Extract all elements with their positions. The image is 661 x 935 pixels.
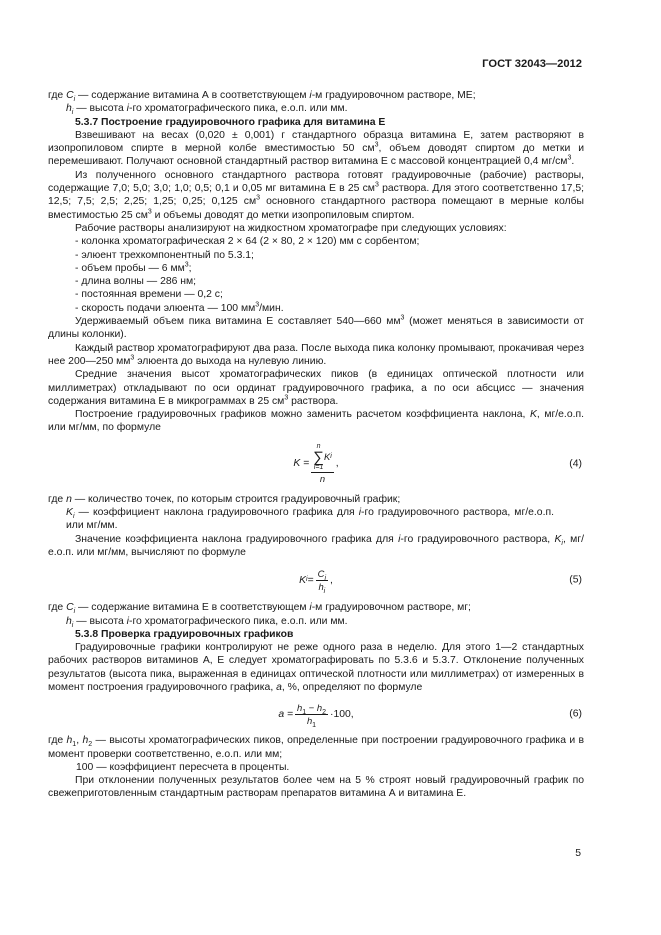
paragraph-verification: Градуировочные графики контролируют не реже одного раза в неделю. Для этого 1—2 стандартных рабочих растворов витаминов А, Е следует хроматографировать по 5.3.6 и 5.3.7. Отклонение полученных результатов (высота пика, выраженная в единицах оптической плотности или миллиметрах) от измеренных в момент построения градуировочного графика, a, %, определяют по формуле [48,642,584,693]
list-item-time-constant: - постоянная времени — 0,2 с; [75,289,223,301]
sum-sign: n ∑ i=1 [313,442,324,471]
paragraph-ki-calculation: Значение коэффициента наклона градуировочного графика для i-го градуировочного раствора, $K_i$, мг/е.о.п. или мг/мм, вычисляют по формуле [48,533,584,558]
formula-5-body: K i = $\frac{C_i}{h_i}$ , [299,567,333,595]
list-item-eluent: - элюент трехкомпонентный по 5.3.1; [75,249,254,261]
paragraph-deviation: При отклонении полученных результатов более чем на 5 % строят новый градуировочный график по свежеприготовленным стандартным растворам препаратов витамина А и витамина Е. [48,775,584,800]
formula-5-fraction: $\frac{C_i}{h_i}$ [317,567,327,595]
list-item-wavelength: - длина волны — 286 нм; [75,276,197,288]
legend-100: 100 — коэффициент пересчета в проценты. [76,761,290,773]
formula-6-body: a = $\frac{h_1 - h_2}{h_1}$ ·100, [278,701,354,729]
formula-6-fraction: $\frac{h_1 - h_2}{h_1}$ [297,701,326,729]
section-heading-5-3-7: 5.3.7 Построение градуировочного графика для витамина Е [75,116,386,128]
document-code: ГОСТ 32043—2012 [482,58,582,70]
list-item-flow-rate: - скорость подачи элюента — 100 $мм^3$/мин. [75,301,284,314]
legend-hi-vitamin-a: $h_i$ — высота i-го хроматографического пика, е.о.п. или мм. [66,103,348,117]
page-number: 5 [575,848,581,859]
formula-6 [48,694,584,734]
formula-6-number: (6) [569,708,582,720]
section-heading-5-3-8: 5.3.8 Проверка градуировочных графиков [75,628,294,640]
legend-hi-vitamin-e: $h_i$ — высота i-го хроматографического пика, е.о.п. или мм. [66,615,348,629]
legend-ci-vitamin-a: где $C_i$ — содержание витамина А в соответствующем i-м градуировочном растворе, МЕ; [48,90,476,104]
paragraph-chromatography: Каждый раствор хроматографируют два раза. После выхода пика колонку промывают, прокачивая через нее 200—250 $мм^3$ элюента до выхода на нулевую линию. [48,342,584,367]
document-body [48,89,584,801]
formula-4 [48,435,584,493]
formula-5 [48,559,584,601]
paragraph-weighing: Взвешивают на весах (0,020 ± 0,001) г стандартного образца витамина Е, затем растворяют в изопропиловом спирте в мерной колбе вместимостью 50 $см^3$, объем доводят спиртом до метки и перемешивают. Получают основной стандартный раствор витамина Е с массовой концентрацией 0,4 $мг/см^3$. [48,129,584,168]
paragraph-working-solutions: Из полученного основного стандартного раствора готовят градуировочные (рабочие) растворы, содержащие 7,0; 5,0; 3,0; 1,0; 0,5; 0,1 и 0,05 мг витамина Е в 25 $см^3$ раствора. Для этого соответственно 17,5; 12,5; 7,5; 2,5; 2,25; 1,25; 0,25; 0,125 $см^3$ основного стандартного раствора помещают в мерные колбы вместимостью 25 $см^3$ и объемы доводят до метки изопропиловым спиртом. [48,169,585,221]
formula-4-lhs: K = [293,458,310,470]
formula-4-fraction: n ∑ i=1 K i n [313,442,332,484]
formula-4-body: K = n ∑ i=1 K i n , [293,442,339,484]
paragraph-retention-volume: Удерживаемый объем пика витамина Е составляет 540—660 $мм^3$ (может меняться в зависимости от длины колонки). [48,314,584,341]
list-item-sample-volume: - объем пробы — 6 $мм^3$; [75,261,192,274]
paragraph-conditions-intro: Рабочие растворы анализируют на жидкостном хроматографе при следующих условиях: [75,222,507,234]
formula-5-number: (5) [569,574,582,586]
legend-ki-coefficient: $K_i$ — коэффициент наклона градуировочного графика для i-го градуировочного раствора, мг/е.о.п. или мг/мм. [66,507,554,532]
formula-4-number: (4) [569,458,582,470]
legend-ci-vitamin-e: где $C_i$ — содержание витамина Е в соответствующем i-м градуировочном растворе, мг; [48,602,471,616]
list-item-column: - колонка хроматографическая 2 × 64 (2 × 80, 2 × 120) мм с сорбентом; [75,236,420,248]
paragraph-slope-coefficient: Построение градуировочных графиков можно заменить расчетом коэффициента наклона, K, мг/е.о.п. или мг/мм, по формуле [48,409,584,434]
legend-n-points: где n — количество точек, по которым строится градуировочный график; [48,493,401,505]
legend-h1-h2: где $h_1$, $h_2$ — высоты хроматографических пиков, определенные при построении градуировочного графика и в момент проверки соответственно, е.о.п. или мм; [48,735,584,760]
paragraph-peak-heights: Средние значения высот хроматографических пиков (в единицах оптической плотности или миллиметрах) откладывают по оси ординат градуировочного графика, а по оси абсцисс — значения содержания витамина Е в микрограммах в 25 $см^3$ раствора. [48,369,584,407]
